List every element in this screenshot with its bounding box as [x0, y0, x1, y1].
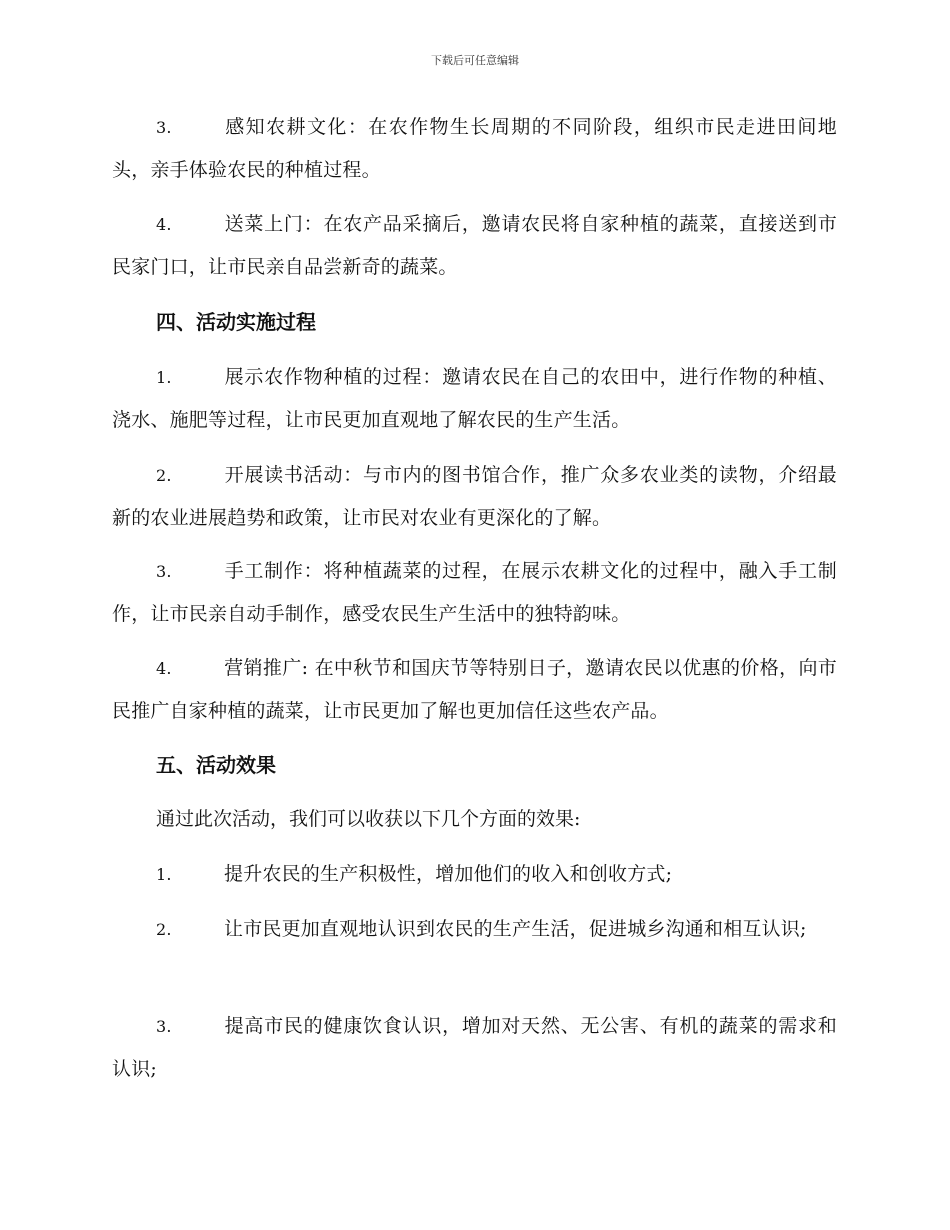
list-item	[112, 647, 837, 732]
item-number: 4.	[156, 215, 172, 234]
item-text: 感知农耕文化：在农作物生长周期的不同阶段，组织市民走进田间地头，亲手体验农民的种植过程。	[112, 116, 837, 181]
item-number: 3.	[156, 118, 172, 137]
item-text: 提高市民的健康饮食认识，增加对天然、无公害、有机的蔬菜的需求和认识;	[112, 1015, 837, 1080]
item-number: 2.	[156, 920, 172, 939]
item-text: 营销推广: 在中秋节和国庆节等特别日子，邀请农民以优惠的价格，向市民推广自家种植的蔬菜，让市民更加了解也更加信任这些农产品。	[112, 657, 837, 722]
page-header: 下载后可任意编辑	[431, 54, 519, 67]
item-text: 开展读书活动：与市内的图书馆合作，推广众多农业类的读物，介绍最新的农业进展趋势和政策，让市民对农业有更深化的了解。	[112, 464, 837, 529]
list-item	[112, 853, 837, 896]
item-number: 4.	[156, 659, 172, 678]
list-item	[112, 550, 837, 635]
list-item	[112, 203, 837, 288]
item-number: 3.	[156, 1017, 172, 1036]
item-number: 2.	[156, 466, 172, 485]
item-number: 3.	[156, 562, 172, 581]
list-item	[112, 1005, 837, 1090]
item-text: 展示农作物种植的过程：邀请农民在自己的农田中，进行作物的种植、浇水、施肥等过程，让市民更加直观地了解农民的生产生活。	[112, 366, 837, 431]
section-heading: 四、活动实施过程	[156, 310, 316, 334]
item-text: 让市民更加直观地认识到农民的生产生活，促进城乡沟通和相互认识;	[224, 918, 807, 940]
section-intro: 通过此次活动，我们可以收获以下几个方面的效果:	[156, 808, 581, 830]
item-text: 送菜上门：在农产品采摘后，邀请农民将自家种植的蔬菜，直接送到市民家门口，让市民亲自品尝新奇的蔬菜。	[112, 213, 837, 278]
section-heading: 五、活动效果	[156, 753, 276, 777]
list-item	[112, 454, 837, 539]
item-text: 提升农民的生产积极性，增加他们的收入和创收方式;	[224, 863, 673, 885]
list-item	[112, 106, 837, 191]
list-item	[112, 356, 837, 441]
item-number: 1.	[156, 368, 172, 387]
list-item	[112, 908, 837, 951]
item-number: 1.	[156, 865, 172, 884]
item-text: 手工制作：将种植蔬菜的过程，在展示农耕文化的过程中，融入手工制作，让市民亲自动手制作，感受农民生产生活中的独特韵味。	[112, 560, 837, 625]
